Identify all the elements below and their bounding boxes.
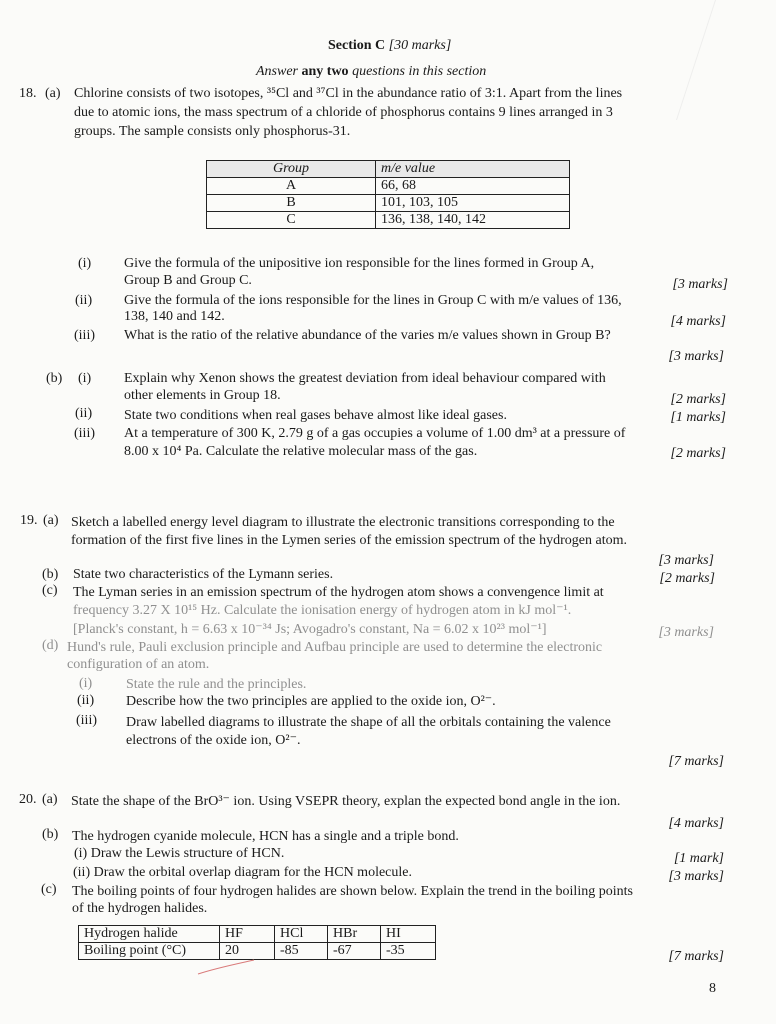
q18a-ii-label: (ii) bbox=[75, 293, 93, 308]
q18a-label: (a) bbox=[45, 86, 61, 101]
page-fold-shadow bbox=[676, 0, 776, 120]
q18a-text-3: groups. The sample consists only phosphorus-31. bbox=[74, 124, 351, 139]
q19d-iii-label: (iii) bbox=[76, 713, 97, 728]
q18b-i-marks: [2 marks] bbox=[670, 392, 726, 407]
section-heading: Section C [30 marks] bbox=[328, 38, 452, 53]
q18b-iii-label: (iii) bbox=[74, 426, 95, 441]
q19d-text-2: configuration of an atom. bbox=[67, 657, 210, 672]
q19a-marks: [3 marks] bbox=[658, 553, 714, 568]
q18a-i-text-2: Group B and Group C. bbox=[124, 273, 252, 288]
table-row bbox=[207, 178, 570, 195]
q19c-marks: [3 marks] bbox=[658, 625, 714, 640]
q19b-marks: [2 marks] bbox=[659, 571, 715, 586]
table-cell: -67 bbox=[328, 943, 381, 960]
table-header-cell: Hydrogen halide bbox=[79, 926, 220, 943]
q19c-text-3: [Planck's constant, h = 6.63 x 10⁻³⁴ Js; Avogadro's constant, Na = 6.02 x 10²³ mol⁻¹] bbox=[73, 622, 547, 637]
q19c-text-1: The Lyman series in an emission spectrum of the hydrogen atom shows a convengence limit at bbox=[73, 585, 604, 600]
table-cell: HF bbox=[220, 926, 275, 943]
q20b-i-text: (i) Draw the Lewis structure of HCN. bbox=[74, 846, 285, 861]
q20c-label: (c) bbox=[41, 882, 57, 897]
q18a-iii-marks: [3 marks] bbox=[668, 349, 724, 364]
q19a-text-1: Sketch a labelled energy level diagram to illustrate the electronic transitions corresponding to the bbox=[71, 515, 615, 530]
table-cell: -85 bbox=[275, 943, 328, 960]
pen-stroke-mark bbox=[196, 958, 256, 978]
q19d-i-label: (i) bbox=[79, 676, 93, 691]
q18b-label: (b) bbox=[46, 371, 63, 386]
q18b-iii-text-1: At a temperature of 300 K, 2.79 g of a gas occupies a volume of 1.00 dm³ at a pressure of bbox=[124, 426, 626, 441]
q18b-ii-marks: [1 marks] bbox=[670, 410, 726, 425]
page-number: 8 bbox=[709, 981, 716, 996]
q19a-text-2: formation of the first five lines in the Lymen series of the emission spectrum of the hydrogen atom. bbox=[71, 533, 627, 548]
table-cell: 66, 68 bbox=[376, 178, 570, 195]
table-cell: HI bbox=[381, 926, 436, 943]
q18b-iii-marks: [2 marks] bbox=[670, 446, 726, 461]
q20c-marks: [7 marks] bbox=[668, 949, 724, 964]
q19d-iii-text-2: electrons of the oxide ion, O²⁻. bbox=[126, 733, 301, 748]
q18a-text-1: Chlorine consists of two isotopes, ³⁵Cl and ³⁷Cl in the abundance ratio of 3:1. Apart from the lines bbox=[74, 86, 623, 101]
table-cell: -35 bbox=[381, 943, 436, 960]
q20b-ii-text: (ii) Draw the orbital overlap diagram for the HCN molecule. bbox=[73, 865, 412, 880]
q20a-text-1: State the shape of the BrO³⁻ ion. Using VSEPR theory, explan the expected bond angle in the ion. bbox=[71, 794, 621, 809]
table-cell: C bbox=[207, 212, 376, 229]
q18a-i-marks: [3 marks] bbox=[672, 277, 728, 292]
q19d-ii-label: (ii) bbox=[77, 693, 95, 708]
q20c-text-2: of the hydrogen halides. bbox=[72, 901, 208, 916]
q18a-i-text-1: Give the formula of the unipositive ion responsible for the lines formed in Group A, bbox=[124, 256, 595, 271]
q19b-label: (b) bbox=[42, 567, 59, 582]
q19b-text-1: State two characteristics of the Lymann series. bbox=[73, 567, 334, 582]
section-instruction: Answer any two questions in this section bbox=[256, 64, 487, 79]
table-row bbox=[207, 212, 570, 229]
q19c-label: (c) bbox=[42, 583, 58, 598]
q19-number: 19. bbox=[20, 513, 38, 528]
table-row bbox=[207, 195, 570, 212]
q18a-iii-text-1: What is the ratio of the relative abundance of the varies m/e values shown in Group B? bbox=[124, 328, 611, 343]
table-row bbox=[79, 943, 436, 960]
table-cell: HBr bbox=[328, 926, 381, 943]
q19d-label: (d) bbox=[42, 638, 59, 653]
table-header-cell: m/e value bbox=[376, 161, 570, 178]
q18b-ii-label: (ii) bbox=[75, 406, 93, 421]
table-header-cell: Boiling point (°C) bbox=[79, 943, 220, 960]
q20b-i-marks: [1 mark] bbox=[673, 851, 724, 866]
table-header-cell: Group bbox=[207, 161, 376, 178]
q20-boiling-point-table bbox=[78, 925, 436, 960]
q18-number: 18. bbox=[19, 86, 37, 101]
q18a-iii-label: (iii) bbox=[74, 328, 95, 343]
q18b-ii-text-1: State two conditions when real gases behave almost like ideal gases. bbox=[124, 408, 507, 423]
q19d-i-text-1: State the rule and the principles. bbox=[126, 677, 307, 692]
table-row bbox=[79, 926, 436, 943]
q20b-ii-marks: [3 marks] bbox=[668, 869, 724, 884]
table-cell: 20 bbox=[220, 943, 275, 960]
table-cell: B bbox=[207, 195, 376, 212]
q20b-text-1: The hydrogen cyanide molecule, HCN has a single and a triple bond. bbox=[72, 829, 459, 844]
table-cell: A bbox=[207, 178, 376, 195]
table-cell: 136, 138, 140, 142 bbox=[376, 212, 570, 229]
q19c-text-2: frequency 3.27 X 10¹⁵ Hz. Calculate the ionisation energy of hydrogen atom in kJ mol⁻¹. bbox=[73, 603, 572, 618]
q18b-i-text-1: Explain why Xenon shows the greatest deviation from ideal behaviour compared with bbox=[124, 371, 606, 386]
table-cell: HCl bbox=[275, 926, 328, 943]
q20a-marks: [4 marks] bbox=[668, 816, 724, 831]
q18b-i-text-2: other elements in Group 18. bbox=[124, 388, 281, 403]
q18a-ii-text-2: 138, 140 and 142. bbox=[124, 309, 225, 324]
q18b-iii-text-2: 8.00 x 10⁴ Pa. Calculate the relative molecular mass of the gas. bbox=[124, 444, 478, 459]
q18a-ii-marks: [4 marks] bbox=[670, 314, 726, 329]
q18a-ii-text-1: Give the formula of the ions responsible for the lines in Group C with m/e values of 136, bbox=[124, 293, 622, 308]
q18a-text-2: due to atomic ions, the mass spectrum of a chloride of phosphorus contains 9 lines arranged in 3 bbox=[74, 105, 613, 120]
table-cell: 101, 103, 105 bbox=[376, 195, 570, 212]
q20c-text-1: The boiling points of four hydrogen halides are shown below. Explain the trend in the boiling points bbox=[72, 884, 633, 899]
q19a-label: (a) bbox=[43, 513, 59, 528]
table-header-row bbox=[207, 161, 570, 178]
q18a-i-label: (i) bbox=[78, 256, 92, 271]
q20-number: 20. bbox=[19, 792, 37, 807]
q18-mass-spectrum-table bbox=[206, 160, 570, 229]
q20b-label: (b) bbox=[42, 827, 59, 842]
q19d-iii-text-1: Draw labelled diagrams to illustrate the shape of all the orbitals containing the valence bbox=[126, 715, 611, 730]
q20a-label: (a) bbox=[42, 792, 58, 807]
q19d-marks: [7 marks] bbox=[668, 754, 724, 769]
q19d-text-1: Hund's rule, Pauli exclusion principle and Aufbau principle are used to determine the electronic bbox=[67, 640, 603, 655]
q18b-i-label: (i) bbox=[78, 371, 92, 386]
q19d-ii-text-1: Describe how the two principles are applied to the oxide ion, O²⁻. bbox=[126, 694, 496, 709]
